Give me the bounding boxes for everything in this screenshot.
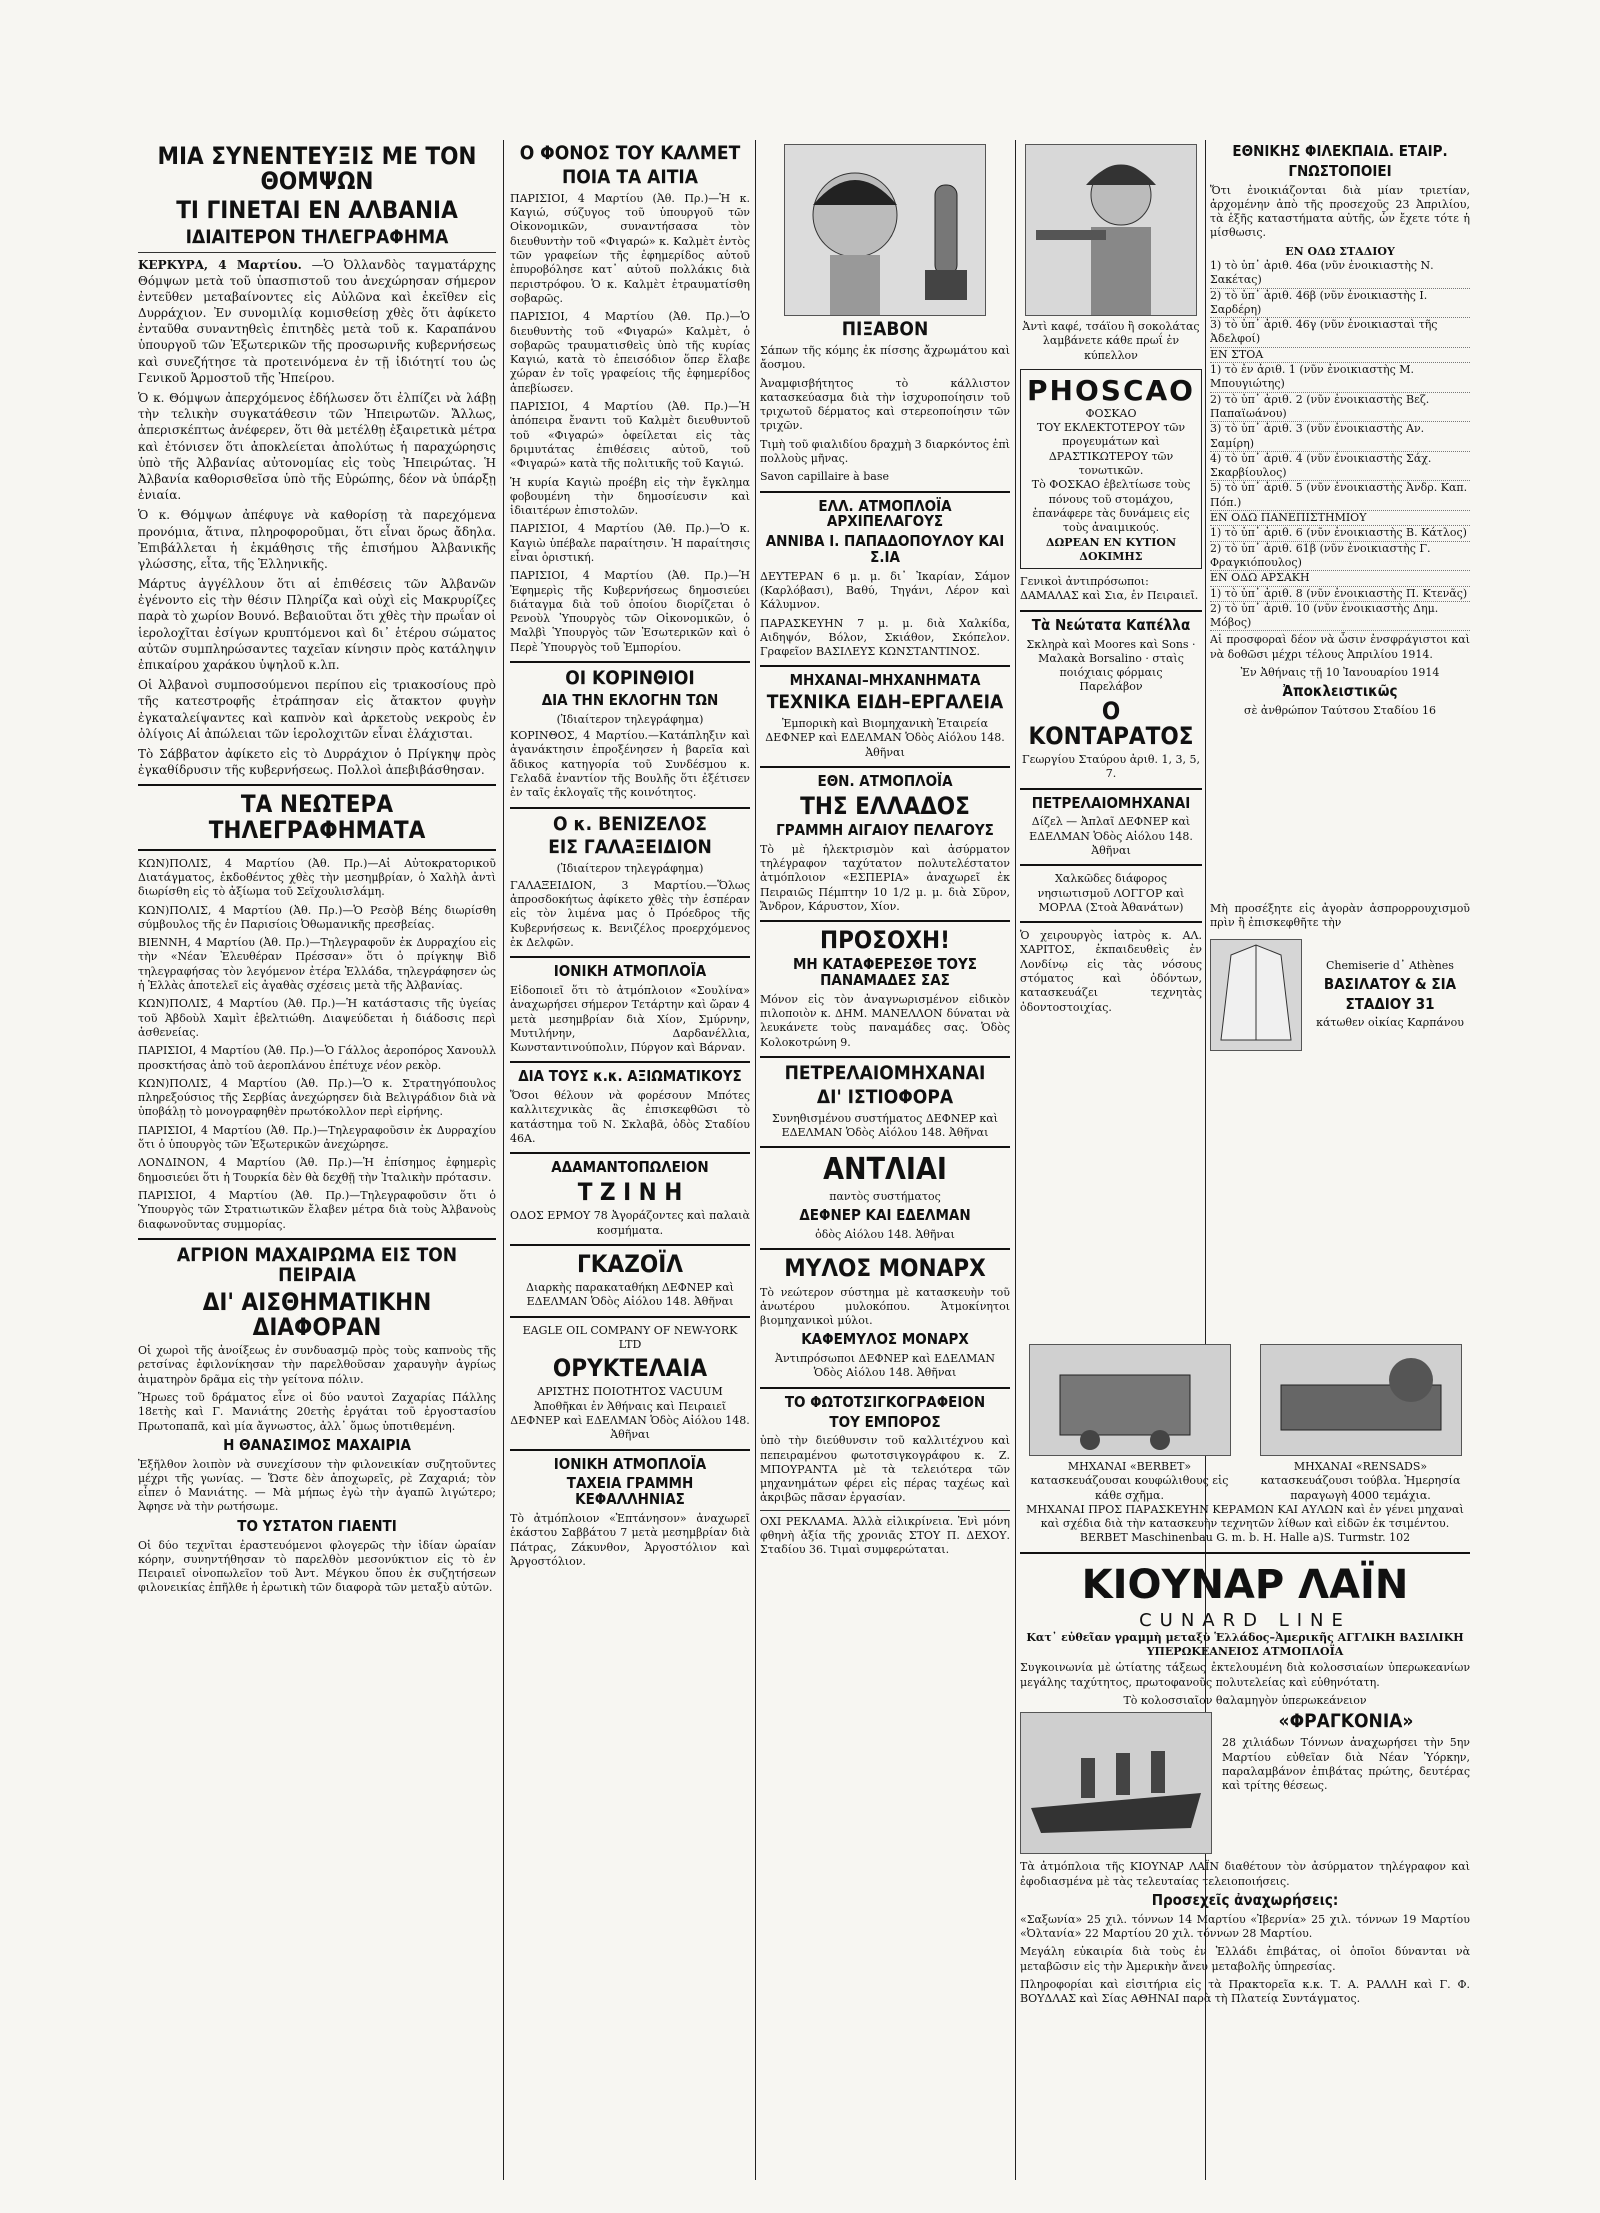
ad-title: ΠΡΟΣΟΧΗ! [820,926,950,955]
divider [138,849,496,851]
brick-machine-illustration [1029,1344,1231,1456]
divider [1020,1552,1470,1554]
ad-text: Τὸ ἀτμόπλοιον «Ἑπτάνησον» ἀναχωρεῖ ἑκάστου Σαββάτου 7 μετὰ μεσημβρίαν διὰ Πάτρας, Ζάκυνθον, Ἀργοστόλιον καὶ Ἀργοστόλιον. [510,1511,750,1568]
ad-text: Τὰ ἀτμόπλοια τῆς ΚΙΟΥΝΑΡ ΛΑΪΝ διαθέτουν τὸν ἀσύρματον τηλέγραφον καὶ ἐφοδιασμένα μὲ τὰς τελευταίας τελειοποιήσεις. [1020,1860,1470,1888]
ad-title: ΚΑΦΕΜΥΛΟΣ ΜΟΝΑΡΧ [801,1330,969,1349]
ad-text: Σάπων τῆς κόμης ἐκ πίσσης ἄχρωμάτου καὶ ἄοσμου. [760,343,1010,372]
notice-text: Ὅτι ἐνοικιάζονται διὰ μίαν τριετίαν, ἀρχομένην ἀπὸ τῆς προσεχοῦς 23 Ἀπριλίου, τὰ ἑξῆς καταστήματα αὐτῆς, ὧν ἔχετε τότε ἡ μίσθωσις. [1210,183,1470,240]
ad-title: ΜΗΧΑΝΑΙ–ΜΗΧΑΝΗΜΑΤΑ [789,671,981,690]
steamship-illustration [1020,1712,1212,1854]
ad-text: Ὅσοι θέλουν νὰ φορέσουν Μπότες καλλιτεχνικὰς ἂς ἐπισκεφθῶσι τὸ κατάστημα τοῦ Ν. Σκλαβᾶ, ὁδὸς Σταδίου 46Α. [510,1089,750,1146]
article-text: ΓΑΛΑΞΕΙΔΙΟΝ, 3 Μαρτίου.—Ὅλως ἀπροσδοκήτως ἀφίκετο χθὲς τὴν ἑσπέραν εἰς τὸν λιμένα μας ὁ Πρόεδρος τῆς Κυβερνήσεως κ. Βενιζέλος προερχόμενος ἐκ Δελφῶν. [510,878,750,949]
telegram: ΚΩΝ)ΠΟΛΙΣ, 4 Μαρτίου (Ἀθ. Πρ.)—Ὁ κ. Στρατηγόπουλος πληρεξούσιος τῆς Σερβίας ἀνεχώρησεν διὰ Βελιγράδιον διὰ νὰ ὑποβάλῃ τὸ μονογραφηθὲν πρωτόκολλον περὶ εἰρήνης. [138,1076,496,1119]
ad-text: ΜΗΧΑΝΑΙ ΠΡΟΣ ΠΑΡΑΣΚΕΥΗΝ ΚΕΡΑΜΩΝ ΚΑΙ ΑΥΛΩΝ καὶ ἐν γένει μηχαναὶ καὶ σχέδια διὰ τὴν κατασκευὴν τεχνητῶν λίθων καὶ εἰδῶν ἐκ τσιμέντου. [1026,1502,1464,1531]
telegram: ΛΟΝΔΙΝΟΝ, 4 Μαρτίου (Ἀθ. Πρ.)—Ἡ ἐπίσημος ἐφημερὶς δημοσιεύει ὅτι ἡ Τουρκία δὲν θὰ δεχθῇ τὴν Ἰταλικὴν πρότασιν. [138,1156,496,1184]
list-item: 3) τὸ ὑπ᾽ ἀριθ. 3 (νῦν ἐνοικιαστὴς Αν. Σαμίρη) [1210,422,1470,452]
ad-title: ΠΕΤΡΕΛΑΙΟΜΗΧΑΝΑΙ [784,1062,986,1085]
article-text: Τὸ Σάββατον ἀφίκετο εἰς τὸ Δυρράχιον ὁ Πρίγκηψ πρὸς ἐγκαθίδρυσιν τῆς κυβερνήσεως. Πολλοὶ ἀπεβιβάσθησαν. [138,746,496,778]
divider [510,661,750,663]
article-text: Οἱ χωροὶ τῆς ἀνοίξεως ἐν συνδυασμῷ πρὸς τοὺς καπνοὺς τῆς ρετσίνας ἐφιλονίκησαν τὴν παρελθοῦσαν χαραυγὴν ἀγρίως ἀιματηρὸν δρᾶμα εἰς τὴν γείτονα πόλιν. [138,1344,496,1386]
list-item: ΕΝ ΟΔΩ ΠΑΝΕΠΙΣΤΗΜΙΟΥ [1210,511,1470,526]
telegram: ΠΑΡΙΣΙΟΙ, 4 Μαρτίου (Ἀθ. Πρ.)—Ἡ ἀπόπειρα ἔναντι τοῦ Καλμὲτ διευθυντοῦ τοῦ «Φιγαρώ» ὀφείλεται εἰς τὰς δριμυτάτας ἐπιθέσεις αὐτοῦ, τοῦ «Φιγαρώ» κατὰ τῆς πολιτικῆς τοῦ Καγιώ. [510,400,750,471]
ad-text: ΑΡΙΣΤΗΣ ΠΟΙΟΤΗΤΟΣ VACUUM Ἀποθῆκαι ἐν Ἀθήναις καὶ Πειραιεῖ ΔΕΦΝΕΡ καὶ ΕΔΕΛΜΑΝ Ὁδὸς Αἰόλου 148. Ἀθῆναι [510,1385,750,1442]
headline: ΟΙ ΚΟΡΙΝΘΙΟΙ [565,667,695,690]
ad-text: ΔΕΥΤΕΡΑΝ 6 μ. μ. δι᾽ Ἰκαρίαν, Σάμον (Καρλόβασι), Βαθύ, Τηγάνι, Λέρον καὶ Κάλυμνον. [760,569,1010,612]
shop-list [1210,259,1470,631]
divider [138,784,496,786]
ad-title: ΑΔΑΜΑΝΤΟΠΩΛΕΙΟΝ [551,1158,709,1177]
divider [760,1248,1010,1250]
telegram: ΠΑΡΙΣΙΟΙ, 4 Μαρτίου (Ἀθ. Πρ.)—Ὁ κ. Καγιὼ ὑπέβαλε παραίτησιν. Ἡ παραίτησις εἶναι ὁριστική. [510,522,750,564]
ad-text: Σκληρὰ καὶ Moores καὶ Sons · Μαλακὰ Borsalino · σταὶς ποιόχιαις φόρμαις [1026,637,1196,680]
ad-title: ΔΙ' ΙΣΤΙΟΦΟΡΑ [816,1085,954,1108]
berbet-machines-ad [1020,1340,1470,2010]
ship-icon [1021,1713,1211,1853]
ad-title: ΤΟΥ ΕΜΠΟΡΟΣ [829,1412,941,1431]
list-item: 2) τὸ ὑπ᾽ ἀριθ. 2 (νῦν ἐνοικιαστὴς Βεζ. Παπαϊωάνου) [1210,393,1470,423]
subheadline: Η ΘΑΝΑΣΙΜΟΣ ΜΑΧΑΙΡΙΑ [223,1435,411,1454]
ad-text: Μεγάλη εὐκαιρία διὰ τοὺς ἐν Ἑλλάδι ἐπιβάτας, οἱ ὁποῖοι δύνανται νὰ μεταβῶσιν εἰς τὴν Ἀμερικὴν ἄνευ μεταβολῆς ὑπηρεσίας. [1020,1945,1470,1973]
ad-text: ΜΗΧΑΝΑΙ «RENSADS» κατασκευάζουσι τούβλα. Ἡμερησία παραγωγὴ 4000 τεμάχια. [1260,1460,1461,1502]
ad-title: ΙΟΝΙΚΗ ΑΤΜΟΠΛΟΪΑ [553,1454,707,1473]
dateline: ΚΕΡΚΥΡΑ, 4 Μαρτίου. [138,257,302,272]
ad-title: ΤΑΧΕΙΑ ΓΡΑΜΜΗ ΚΕΦΑΛΛΗΝΙΑΣ [566,1474,694,1509]
ad-text: ΔΩΡΕΑΝ ΕΝ ΚΥΤΙΟΝ ΔΟΚΙΜΗΣ [1045,535,1177,563]
ad-text: EAGLE OIL COMPANY OF NEW-YORK LTD [522,1323,738,1351]
phoscao-ad [1020,369,1202,569]
woman-with-tray-icon [1026,145,1196,315]
ad-title: Τὰ Νεώτατα Καπέλλα [1031,615,1191,634]
list-item: ΕΝ ΣΤΟΑ [1210,348,1470,363]
ad-text: ΟΔΟΣ ΕΡΜΟΥ 78 Ἀγοράζοντες καὶ παλαιὰ κοσμήματα. [510,1209,750,1237]
ad-title: ΔΙΑ ΤΟΥΣ κ.κ. ΑΞΙΩΜΑΤΙΚΟΥΣ [518,1067,742,1086]
divider [760,1056,1010,1058]
column-2 [510,140,750,2190]
ad-title: ΓΚΑΖΟΪΛ [577,1249,683,1278]
column-3 [760,140,1010,2190]
shirt-illustration [1210,939,1302,1051]
ad-text: Ὁ χειρουργὸς ἰατρὸς κ. ΑΛ. ΧΑΡΙΤΟΣ, ἐκπαιδευθεὶς ἐν Λονδίνῳ εἰς τὰς νόσους στόματος καὶ ὀδόντων, κατασκευάζει τεχνητὰς ὀδοντοστοιχίας. [1020,929,1202,1014]
cunard-header [1020,1560,1470,1610]
column-rule [755,140,756,2180]
headline: ΕΙΣ ΓΑΛΑΞΕΙΔΙΟΝ [548,836,712,859]
telegram: ΒΙΕΝΝΗ, 4 Μαρτίου (Ἀθ. Πρ.)—Τηλεγραφοῦν ἐκ Δυρραχίου εἰς τὴν «Νέαν Ἐλευθέραν Πρέσσαν» ὅτι ὁ πρίγκηψ Βὶδ τηλεγραφήσας τὸν λεγόμενον ἐτέρα Ἑλλάδα, τηλεγράφησεν ὡς ἡ Ἑλλὰς ἀποτελεῖ εἰς ἀγαθὰς σχέσεις μετὰ τῆς Ἀλβανίας. [138,936,496,993]
divider [510,807,750,809]
divider [510,1244,750,1246]
telegram: ΠΑΡΙΣΙΟΙ, 4 Μαρτίου (Ἀθ. Πρ.)—Ὁ διευθυντὴς τοῦ «Φιγαρώ» Καλμὲτ, ὁ σοβαρῶς τραυματισθεὶς ὑπὸ τῆς κυρίας Καγιώ, κατὰ τὸ ἐπεισόδιον ὅπερ ἔλαβε χώραν ἐν τοῖς γραφείοις τῆς ἐφημερίδος ἀπεβίωσεν. [510,310,750,395]
ad-title: Ο ΚΟΝΤΑΡΑΤΟΣ [1028,696,1194,750]
subheadline: ΙΔΙΑΙΤΕΡΟΝ ΤΗΛΕΓΡΑΦΗΜΑ [185,225,449,248]
ad-text: Τὸ νεώτερον σύστημα μὲ κατασκευὴν τοῦ ἀνωτέρου μυλοκόπου. Ἀτμοκίνητοι βιομηχανικοὶ μύλοι. [760,1285,1010,1328]
column-4 [1020,140,1202,1320]
list-heading: ΕΝ ΟΔΩ ΣΤΑΔΙΟΥ [1285,244,1395,258]
ad-title: ΕΛΛ. ΑΤΜΟΠΛΟΪΑ ΑΡΧΙΠΕΛΑΓΟΥΣ [818,496,952,531]
man-portrait-icon [785,145,985,315]
shirt-icon [1211,940,1301,1050]
ad-title: ΑΝΤΛΙΑΙ [823,1152,947,1188]
headline: ΑΓΡΙΟΝ ΜΑΧΑΙΡΩΜΑ ΕΙΣ ΤΟΝ ΠΕΙΡΑΙΑ [176,1243,458,1286]
ad-text: Τὸ ΦΟΣΚΑΟ ἐβελτίωσε τοὺς πόνους τοῦ στομάχου, ἐπανάφερε τὰς δυνάμεις εἰς τοὺς ἀναιμικούς. [1031,478,1191,535]
divider [138,252,496,253]
ad-title: Τ Ζ Ι Ν Η [577,1178,683,1207]
article-text: Οἱ Ἀλβανοὶ συμποσούμενοι περίπου εἰς τριακοσίους πρὸ τῆς κατεστροφῆς ἐτράπησαν εἰς ἄτακτον φυγὴν ἐγκαταλείψαντες καὶ καπνὸν καὶ ἀρκετοὺς νεκροὺς ἐν ὀλίγοις Αἱ ἀπώλειαι τῶν ἱερολοχιτῶν εἶναι ἐλάχισται. [138,678,496,741]
divider [510,1061,750,1063]
woman-serving-illustration [1025,144,1197,316]
ad-text: Μόνον εἰς τὸν ἀναγνωρισμένον εἰδικὸν πιλοποιὸν κ. ΔΗΜ. ΜΑΝΕΛΛΟΝ δύναται νὰ λευκάνετε τοὺς παναμάδες σας. Ὁδὸς Κολοκοτρώνη 9. [760,992,1010,1049]
divider [760,766,1010,768]
ad-text: Τὸ μὲ ἠλεκτρισμὸν καὶ ἀσύρματον τηλέγραφον ταχύτατον πολυτελέστατον ἀτμόπλοιον «ΕΣΠΕΡΙΑ» ἀναχωρεῖ ἐκ Πειραιῶς Πέμπτην 10 1/2 μ. μ. διὰ Σῦρον, Ἄνδρον, Κάρυστον, Χίον. [760,842,1010,913]
ad-title: ΠΙΞΑΒΟΝ [841,318,929,340]
ad-text: Εἰδοποιεῖ ὅτι τὸ ἀτμόπλοιον «Σουλίνα» ἀναχωρήσει σήμερον Τετάρτην καὶ ὥραν 4 μετὰ μεσημβρίαν διὰ Χίον, Σμύρνην, Μυτιλήνην, Δαρδανέλλια, Κωνσταντινούπολιν, Πύργον καὶ Βάρναν. [510,983,750,1055]
telegram: ΠΑΡΙΣΙΟΙ, 4 Μαρτίου (Ἀθ. Πρ.)—Ὁ Γάλλος ἀεροπόρος Χανουλλ προσκτήσας ἀπὸ τοῦ ἀεροπλάνου ἐπέτυχε νέον ρεκὸρ. [138,1044,496,1072]
notice-title: ΕΘΝΙΚΗΣ ΦΙΛΕΚΠΑΙΔ. ΕΤΑΙΡ. [1232,142,1448,160]
ad-text: Γεωργίου Σταύρου ἀριθ. 1, 3, 5, 7. [1021,753,1200,781]
ad-title: ΣΤΑΔΙΟΥ 31 [1345,994,1435,1013]
divider [510,1316,750,1318]
headline: Ο ΦΟΝΟΣ ΤΟΥ ΚΑΛΜΕΤ [519,142,741,164]
ad-title: ΙΟΝΙΚΗ ΑΤΜΟΠΛΟΪΑ [553,962,707,981]
headline: ΠΟΙΑ ΤΑ ΑΙΤΙΑ [561,165,699,188]
list-item: 5) τὸ ὑπ᾽ ἀριθ. 5 (νῦν ἐνοικιαστὴς Ἀνδρ. Καπ. Πόπ.) [1210,481,1470,511]
list-item: 2) τὸ ὑπ᾽ ἀριθ. 46β (νῦν ἐνοικιαστὴς Ι. Σαρδέρη) [1210,289,1470,319]
article-text: —Ὁ Ὀλλανδὸς ταγματάρχης Θόμψων μετὰ τοῦ ὑπασπιστοῦ του ἀνεχώρησαν σήμερον ἐντεῦθεν μεταβαίνοντες εἰς Αὐλῶνα καὶ ἐκεῖθεν εἰς Δυρράχιον. Ἐν συνομιλίᾳ κομισθείσῃ χθὲς ὅτι ἀφίκετο ἐνταῦθα συναντηθεὶς ἐπιτηδὲς μετὰ τοῦ κ. Καραπάνου ὑπουργοῦ τῶν Ἐξωτερικῶν τῆς προσωρινῆς κυβερνήσεως καὶ συνεζήτησε τὰ προτεινόμενα ἐν τῇ ἰδιότητί του ὡς Γενικοῦ Ἁρμοστοῦ τῆς Ἠπείρου. [138,257,496,385]
brand-name: PHOSCAO [1027,373,1195,407]
ad-text: Χαλκῶδες διάφορος νησιωτισμοῦ ΛΟΓΓΟΡ καὶ ΜΟΡΛΑ (Στοὰ Ἀθανάτων) [1037,872,1185,914]
ad-title: ΜΗ ΚΑΤΑΦΕΡΕΣΘΕ ΤΟΥΣ ΠΑΝΑΜΑΔΕΣ ΣΑΣ [792,955,978,990]
ad-text: ΜΗΧΑΝΑΙ «BERBET» κατασκευάζουσαι κουφώλιθους εἰς κάθε σχῆμα. [1030,1460,1229,1502]
column-rule [1015,140,1016,2180]
headline: ΔΙΑ ΤΗΝ ΕΚΛΟΓΗΝ ΤΩΝ [541,691,719,710]
article-text: Μάρτυς ἀγγέλλουν ὅτι αἱ ἐπιθέσεις τῶν Ἀλβανῶν ἐγένοντο εἰς τὴν θέσιν Πληρίζα καὶ οὐχὶ εἰς Μακρυρίζες παρὰ τὸ χωρίον Βουνό. Βεβαιοῦται ὅτι χθὲς τὴν πρωΐαν οἱ ἱερολοχῖται ἐσίγων κρυπτόμενοι καὶ δι᾽ ἑτέρου σώματος αὐτῶν συμπληρώσαντες ταχεῖαν κίνησιν πρὸς κατάληψιν ἐπικαίρου χαράκου ὑψηλοῦ κ.λπ. [138,577,496,672]
ad-text: Δίζελ — Ἀπλαῖ ΔΕΦΝΕΡ καὶ ΕΔΕΛΜΑΝ Ὁδὸς Αἰόλου 148. Ἀθῆναι [1029,815,1193,857]
divider [510,1152,750,1154]
byline: (Ἰδιαίτερον τηλεγράφημα) [556,712,704,726]
ad-title: ΠΕΤΡΕΛΑΙΟΜΗΧΑΝΑΙ [1031,793,1191,812]
ad-text: Συνηθισμένου συστήματος ΔΕΦΝΕΡ καὶ ΕΔΕΛΜΑΝ Ὁδὸς Αἰόλου 148. Ἀθῆναι [771,1111,998,1140]
ad-text: Savon capillaire à base [760,470,889,484]
ad-text: Πληροφορίαι καὶ εἰσιτήρια εἰς τὰ Πρακτορεῖα κ.κ. Τ. Α. ΡΑΛΛΗ καὶ Γ. Φ. ΒΟΥΔΛΑΣ καὶ Σίας ΑΘΗΝΑΙ παρὰ τὴ Πλατείᾳ Συντάγματος. [1020,1977,1470,2006]
ad-title: ΤΗΣ ΕΛΛΑΔΟΣ [800,791,970,820]
cunard-latin-title: CUNARD LINE [1139,1609,1351,1631]
column-rule [503,140,504,2180]
ad-text: Ἐμπορικὴ καὶ Βιομηχανικὴ Ἑταιρεία ΔΕΦΝΕΡ καὶ ΕΔΕΛΜΑΝ Ὁδὸς Αἰόλου 148. Ἀθῆναι [765,717,1005,759]
divider [510,1449,750,1451]
ad-text: Ἀντιπρόσωποι ΔΕΦΝΕΡ καὶ ΕΔΕΛΜΑΝ Ὁδὸς Αἰόλου 148. Ἀθῆναι [775,1352,995,1380]
ad-title: Προσεχεῖς ἀναχωρήσεις: [1151,1890,1339,1909]
list-item: 4) τὸ ὑπ᾽ ἀριθ. 4 (νῦν ἐνοικιαστὴς Σάχ. Σκαρβίουλος) [1210,452,1470,482]
list-item: 2) τὸ ὑπ᾽ ἀριθ. 61β (νῦν ἐνοικιαστὴς Γ. Φραγκιόπουλος) [1210,542,1470,572]
ad-title: ΟΡΥΚΤΕΛΑΙΑ [552,1354,708,1383]
divider [1020,864,1202,866]
divider [760,665,1010,667]
list-item: 3) τὸ ὑπ᾽ ἀριθ. 46γ (νῦν ἐνοικιασταὶ τῆς Ἀδελφοί) [1210,318,1470,348]
machine-icon [1030,1345,1230,1455]
notice-title: Ἀποκλειστικῶς [1282,682,1398,701]
divider [760,1387,1010,1389]
notice-date: Ἐν Ἀθήναις τῇ 10 Ἰανουαρίου 1914 [1240,666,1440,679]
list-item: 1) τὸ ἐν ἀριθ. 1 (νῦν ἐνοικιαστὴς Μ. Μπουγιώτης) [1210,363,1470,393]
cunard-title: ΚΙΟΥΝΑΡ ΛΑΪΝ [1081,1561,1409,1608]
ad-text: ΠΑΡΑΣΚΕΥΗΝ 7 μ. μ. διὰ Χαλκίδα, Αιδηψόν, Βόλον, Σκιάθον, Σκόπελον. Γραφεῖον ΒΑΣΙΛΕΥΣ ΚΩΝΣΤΑΝΤΙΝΟΣ. [760,616,1010,659]
ad-text: Τιμὴ τοῦ φιαλιδίου δραχμὴ 3 διαρκόντος ἐπὶ πολλοὺς μῆνας. [760,437,1010,466]
article-text: Ὁ κ. Θόμψων ἀπέφυγε νὰ καθορίσῃ τὰ παρεχόμενα προνόμια, ἅτινα, πληροφοροῦμαι, ὅτι εἶναι ὅρως ἄδηλα. Ἐπιβάλλεται ἡ ἐκμάθησις τῆς ἐπισήμου Ἀλβανικῆς γλώσσης, εἶτα, τῆς Ἑλληνικῆς. [138,508,496,571]
divider [510,956,750,958]
list-item: 1) τὸ ὑπ᾽ ἀριθ. 8 (νῦν ἐνοικιαστὴς Π. Κτενᾶς) [1210,587,1470,602]
divider [760,491,1010,493]
ad-title: ΔΕΦΝΕΡ ΚΑΙ ΕΔΕΛΜΑΝ [799,1206,971,1225]
list-item: ΕΝ ΟΔΩ ΑΡΣΑΚΗ [1210,571,1470,586]
ad-text: κάτωθεν οἰκίας Καρπάνου [1316,1016,1464,1030]
ad-title: ΒΑΣΙΛΑΤΟΥ & ΣΙΑ [1323,974,1457,993]
ad-text: Διαρκὴς παρακαταθήκη ΔΕΦΝΕΡ καὶ ΕΔΕΛΜΑΝ Ὁδὸς Αἰόλου 148. Ἀθῆναι [526,1281,734,1309]
byline: (Ἰδιαίτερον τηλεγράφημα) [556,862,704,876]
column-1 [138,140,496,2190]
brand-name-greek: ΦΟΣΚΑΟ [1085,406,1137,420]
ad-text: ὁδὸς Αἰόλου 148. Ἀθῆναι [815,1228,955,1242]
ad-text: Κατ᾽ εὐθεῖαν γραμμὴ μεταξὺ Ἑλλάδος–Ἀμερικῆς ΑΓΓΛΙΚΗ ΒΑΣΙΛΙΚΗ ΥΠΕΡΩΚΕΑΝΕΙΟΣ ΑΤΜΟΠΛΟΪΑ [1026,1630,1464,1659]
headline: ΔΙ' ΑΙΣΘΗΜΑΤΙΚΗΝ ΔΙΑΦΟΡΑΝ [202,1287,432,1341]
ad-text: Ἀντὶ καφέ, τσάϊου ἢ σοκολάτας λαμβάνετε κάθε πρωΐ ἐν κύπελλον [1022,320,1200,362]
telegram: ΚΩΝ)ΠΟΛΙΣ, 4 Μαρτίου (Ἀθ. Πρ.)—Ἡ κατάστασις τῆς ὑγείας τοῦ Ἀβδοὺλ Χαμὶτ ἐβελτιώθη. Διαψεύδεται ἡ διάδοσις περὶ ἀσθενείας. [138,997,496,1039]
ad-text: Chemiserie d᾽ Athènes [1326,958,1454,972]
telegram: ΠΑΡΙΣΙΟΙ, 4 Μαρτίου (Ἀθ. Πρ.)—Ἡ κ. Καγιώ, σύζυγος τοῦ ὑπουργοῦ τῶν Οἰκονομικῶν, συναντήσασα τὸν διευθυντὴν τοῦ «Φιγαρώ» κ. Καλμὲτ ἐντὸς τῶν γραφείων τῆς ἐφημερίδος αὐτοῦ ἐπυροβόλησε κατ᾽ αὐτοῦ πολλάκις διὰ περιστρόφου. Ὁ κ. Καλμὲτ ἐτραυματίσθη σοβαρῶς. [510,191,750,305]
article-text: Οἱ δύο τεχνῖται ἐραστευόμενοι φλογερῶς τὴν ἰδίαν ὡραίαν κόρην, συνηντήθησαν τὸ παρελθὸν μεσονύκτιον εἰς τὸ ἐν Πειραιεῖ οἰνοπωλεῖον τοῦ Ἀντ. Μέγκου ὅπου ἐκ συζητήσεων φιλονεικίας ἐπῆλθε ἡ ἐρωτικὴ τῶν διαφορὰ τῶν μεταξὺ αὐτῶν. [138,1538,496,1595]
ad-text: 28 χιλιάδων Τόννων ἀναχωρήσει τὴν 5ην Μαρτίου εὐθεῖαν διὰ Νέαν Ὑόρκην, παραλαμβάνον ἐπιβάτας πρώτης, δευτέρας καὶ τρίτης θέσεως. [1222,1736,1470,1793]
ad-title: ΕΘΝ. ΑΤΜΟΠΛΟΪΑ [817,771,953,790]
article-text: ΚΟΡΙΝΘΟΣ, 4 Μαρτίου.—Κατάπληξιν καὶ ἀγανάκτησιν ἐπροξένησεν ἡ βαρεῖα καὶ ἄδικος κατηγορία τοῦ Συνδέσμου κ. Γελαδᾶ ἐναντίον τῆς Βουλῆς ὅτι ἐξέτισεν ἐν ταῖς ἐκλογαῖς τῆς κοινότητος. [510,729,750,800]
ad-title: ΤΕΧΝΙΚΑ ΕΙΔΗ–ΕΡΓΑΛΕΙΑ [766,691,1004,714]
list-item: 2) τὸ ὑπ᾽ ἀριθ. 10 (νῦν ἐνοικιαστὴς Δημ. Μόβος) [1210,602,1470,632]
headline: ΜΙΑ ΣΥΝΕΝΤΕΥΞΙΣ ΜΕ ΤΟΝ ΘΟΜΨΩΝ [157,142,477,196]
divider [760,1510,1010,1511]
telegram: ΠΑΡΙΣΙΟΙ, 4 Μαρτίου (Ἀθ. Πρ.)—Ἡ Ἐφημερὶς τῆς Κυβερνήσεως δημοσιεύει διάταγμα διὰ τοῦ ὁποίου διορίζεται ὁ Ρενοὺλ Ὑπουργὸς τῶν Οἰκονομικῶν, ὁ Μαλβὶ Ὑπουργὸς τῶν Ἐσωτερικῶν καὶ ὁ Περὲ Ὑπουργὸς τοῦ Ἐμπορίου. [510,569,750,654]
ad-title: ΤΟ ΦΩΤΟΤΣΙΓΚΟΓΡΑΦΕΙΟΝ [784,1392,986,1411]
ad-text: BERBET Maschinenbau G. m. b. H. Halle a)S. Turmstr. 102 [1079,1531,1411,1545]
ad-title: ΑΝΝΙΒΑ Ι. ΠΑΠΑΔΟΠΟΥΛΟΥ ΚΑΙ Σ.ΙΑ [765,532,1005,566]
ad-text: Μὴ προσέξητε εἰς ἀγορὰν ἀσπρορρουχισμοῦ πρὶν ἢ ἐπισκεφθῆτε τὴν [1210,902,1470,930]
divider [760,1146,1010,1148]
telegram: Ἡ κυρία Καγιὼ προέβη εἰς τὴν ἔγκλημα φοβουμένη τὴν δημοσίευσιν καὶ ἰδιαιτέρων ἐπιστολῶν. [510,475,750,518]
notice-text: σὲ ἀνθρώπον Ταύτσου Σταδίου 16 [1243,704,1436,718]
ad-text: ΤΟΥ ΕΚΛΕΚΤΟΤΕΡΟΥ τῶν προγευμάτων καὶ ΔΡΑΣΤΙΚΩΤΕΡΟΥ τῶν τονωτικῶν. [1036,421,1186,478]
notice-title: ΓΝΩΣΤΟΠΟΙΕΙ [1288,161,1392,180]
article-text: Ὁ κ. Θόμψων ἀπερχόμενος ἐδήλωσεν ὅτι ἐλπίζει νὰ λάβῃ τὴν τελικὴν συγκατάθεσιν τῶν Ἠπειρωτῶν. Ἄλλως, ἀπερισκέπτως ἀνέφερεν, ὅτι θὰ μετέλθῃ ἐξαιρετικὰ μέτρα καὶ ἐτόνισεν ὅτι ἀποκλείεται ἀπολύτως ἡ παραχώρησις ὑπὸ τῆς Ἀλβανίας αὐτονομίας εἰς τοὺς Ἠπειρώτας. Ἡ Ἀλβανία καθορισθεῖσα ὑπὸ τῆς Εὐρώπης, δέον νὰ ὑπάρξῃ ἑνιαία. [138,391,496,503]
ad-text: παντὸς συστήματος [829,1189,941,1203]
ad-text: «Σαξωνία» 25 χιλ. τόννων 14 Μαρτίου «Ἰβερνία» 25 χιλ. τόννων 19 Μαρτίου «Ὀλτανία» 22 Μαρτίου 20 χιλ. τόννων 28 Μαρτίου. [1020,1912,1470,1940]
telegram: ΠΑΡΙΣΙΟΙ, 4 Μαρτίου (Ἀθ. Πρ.)—Τηλεγραφοῦσιν ἐκ Δυρραχίου ὅτι ὁ ὑπουργὸς τῶν Ἐξωτερικῶν ἀνεχώρησε. [138,1123,496,1152]
article-text: Ἥρωες τοῦ δράματος εἶνε οἱ δύο ναυτοὶ Ζαχαρίας Πάλλης 18ετὴς καὶ Γ. Μανιάτης 20ετὴς ἐργάται τοῦ ἐργοστασίου Πρωτοπαπᾶ, καὶ μία ἄγνωστος, ἀλλ᾽ ὅμως ὑποτιθεμένη. [138,1390,496,1433]
shirt-ad [1210,900,1470,1055]
ad-text: Συγκοινωνία μὲ ὡτίατης τάξεως ἐκτελουμένη διὰ κολοσσιαίων ὑπερωκεανίων μεγάλης ταχύτητος, πρωτοφανοῦς πολυτελείας καὶ εὐθηνότατη. [1020,1661,1470,1689]
notice-text: Αἱ προσφοραὶ δέον νὰ ὦσιν ἐνσφράγιστοι καὶ νὰ δοθῶσι μέχρι τέλους Ἀπριλίου 1914. [1210,633,1470,661]
divider [760,920,1010,922]
list-item: 1) τὸ ὑπ᾽ ἀριθ. 46α (νῦν ἐνοικιαστὴς Ν. Σακέτας) [1210,259,1470,289]
divider [138,1238,496,1240]
divider [1020,788,1202,790]
ad-text: Τὸ κολοσσιαῖον θαλαμηγὸν ὑπερωκεάνειον [1123,1693,1367,1707]
ad-text: Γενικοὶ ἀντιπρόσωποι: ΔΑΜΑΛΑΣ καὶ Σια, ἐν Πειραιεῖ. [1020,575,1199,603]
ad-text: Παρελάβον [1079,680,1143,694]
telegram: ΚΩΝ)ΠΟΛΙΣ, 4 Μαρτίου (Ἀθ. Πρ.)—Ὁ Ρεσὸβ Βέης διωρίσθη σύμβουλος τῆς ἐν Παρισίοις Ὀθωμανικῆς πρεσβείας. [138,903,496,931]
headline: ΤΙ ΓΙΝΕΤΑΙ ΕΝ ΑΛΒΑΝΙΑ [176,196,458,225]
column-5 [1210,140,1470,860]
tile-machine-illustration [1260,1344,1462,1456]
ad-text: Ἀναμφισβήτητος τὸ κάλλιστον κατασκεύασμα διὰ τὴν ἰσχυροποίησιν τοῦ τριχωτοῦ δέρματος καὶ στερεοποίησιν τῶν τριχῶν. [760,376,1010,433]
machine-icon [1261,1345,1461,1455]
article-text: Ἐξῆλθον λοιπὸν νὰ συνεχίσουν τὴν φιλονεικίαν συζητοῦντες μέχρι τῆς γωνίας. — Ὥστε δὲν ἀποχωρεῖς, ρὲ Ζαχαριά; τὸν εἶπεν ὁ Μανιάτης. — Μὰ μήπως ἐγὼ τὴν ἀγαπῶ λιγώτερο; Ἀφησε νὰ τὴν ρωτήσωμε. [138,1457,496,1514]
headline: ΤΑ ΝΕΩΤΕΡΑ ΤΗΛΕΓΡΑΦΗΜΑΤΑ [208,790,426,844]
list-item: 1) τὸ ὑπ᾽ ἀριθ. 6 (νῦν ἐνοικιαστὴς Β. Κάτλος) [1210,526,1470,541]
telegram: ΠΑΡΙΣΙΟΙ, 4 Μαρτίου (Ἀθ. Πρ.)—Τηλεγραφοῦσιν ὅτι ὁ Ὑπουργὸς τῶν Στρατιωτικῶν ἔλαβεν μέτρα διὰ τοὺς Ἀλβανοὺς διαφωνοῦντας συμμορίας. [138,1188,496,1231]
telegram: ΚΩΝ)ΠΟΛΙΣ, 4 Μαρτίου (Ἀθ. Πρ.)—Αἱ Αὐτοκρατορικοῦ Διατάγματος, ἐκδοθέντος χθὲς τὴν μεσημβρίαν, ὁ Χαλὴλ ἀντὶ διωρίσθη εἰς τὸ ἀξίωμα τοῦ Σεϊχουλισλάμη. [138,856,496,899]
portrait-illustration [784,144,986,316]
headline: Ο κ. ΒΕΝΙΖΕΛΟΣ [553,812,707,835]
ad-title: ΜΥΛΟΣ ΜΟΝΑΡΧ [784,1254,986,1283]
subheadline: ΤΟ ΥΣΤΑΤΟΝ ΓΙΑΕΝΤΙ [237,1516,397,1535]
ad-text: ὑπὸ τὴν διεύθυνσιν τοῦ καλλιτέχνου καὶ πεπειραμένου φωτοτσιγκογράφου κ. Ζ. ΜΠΟΥΡΑΝΤΑ μὲ τὰ τελειότερα τῶν μηχανημάτων φέρει εἰς πέρας ταχέως καὶ ἀκριβῶς πᾶσαν ἐργασίαν. [760,1434,1010,1505]
divider [1020,610,1202,612]
ad-title: ΓΡΑΜΜΗ ΑΙΓΑΙΟΥ ΠΕΛΑΓΟΥΣ [776,820,994,839]
ship-name: «ΦΡΑΓΚΟΝΙΑ» [1278,1710,1414,1733]
ad-text: ΟΧΙ ΡΕΚΛΑΜΑ. Ἀλλὰ εἰλικρίνεια. Ἐνὶ μόνη φθηνὴ ἀξία τῆς χρονιᾶς ΣΤΟΥ Π. ΔΕΧΟΥ. Σταδίου 36. Τιμαὶ συμφερώταται. [760,1514,1010,1557]
divider [1020,921,1202,923]
